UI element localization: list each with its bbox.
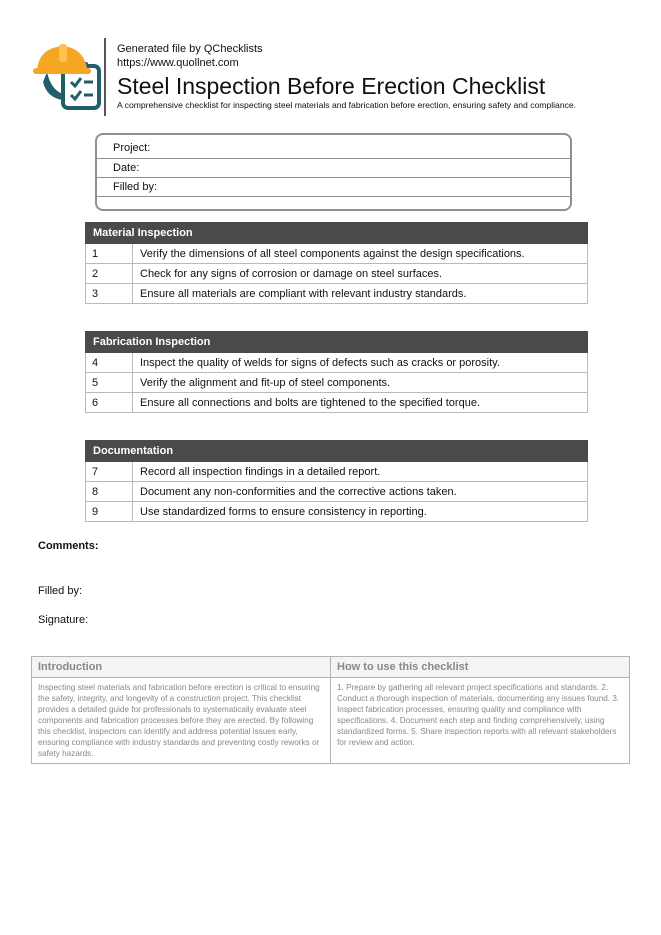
- checklist-row[interactable]: [86, 502, 588, 522]
- document-header: [117, 42, 641, 111]
- info-empty-row: [97, 197, 570, 211]
- project-info-box: [95, 133, 572, 211]
- signature-label[interactable]: Signature:: [38, 614, 89, 626]
- how-to-use-text: 1. Prepare by gathering all relevant project specifications and standards. 2. Conduct a thorough inspection of materials, documenting any issues found. 3. Inspect fabrication processes, ensuring quality and compliance with specifications. 4. Document each step and finding comprehensively, using standardized forms. 5. Share inspection reports with all relevant stakeholders for review and action.: [331, 678, 630, 764]
- item-number: 1: [86, 244, 133, 264]
- item-number: 6: [86, 393, 133, 413]
- checklist-row[interactable]: [86, 244, 588, 264]
- checklist-row[interactable]: [86, 482, 588, 502]
- comments-label[interactable]: Comments:: [38, 540, 99, 552]
- generated-by-text: Generated file by QChecklists: [117, 43, 263, 55]
- item-text: Verify the dimensions of all steel components against the design specifications.: [133, 244, 588, 264]
- date-field[interactable]: Date:: [97, 159, 570, 178]
- item-number: 3: [86, 284, 133, 304]
- project-field[interactable]: Project:: [97, 135, 570, 159]
- checklist-row[interactable]: [86, 353, 588, 373]
- checklist-row[interactable]: [86, 462, 588, 482]
- item-text: Ensure all connections and bolts are tightened to the specified torque.: [133, 393, 588, 413]
- item-text: Inspect the quality of welds for signs of defects such as cracks or porosity.: [133, 353, 588, 373]
- item-number: 4: [86, 353, 133, 373]
- item-text: Verify the alignment and fit-up of steel components.: [133, 373, 588, 393]
- source-url[interactable]: https://www.quollnet.com: [117, 57, 239, 69]
- section-title: Fabrication Inspection: [86, 332, 588, 353]
- item-text: Ensure all materials are compliant with relevant industry standards.: [133, 284, 588, 304]
- checklist-row[interactable]: [86, 264, 588, 284]
- item-number: 7: [86, 462, 133, 482]
- section-fabrication-inspection: [85, 331, 588, 413]
- section-material-inspection: [85, 222, 588, 304]
- hard-hat-clipboard-logo: [33, 42, 103, 112]
- item-number: 2: [86, 264, 133, 284]
- section-title: Material Inspection: [86, 223, 588, 244]
- introduction-text: Inspecting steel materials and fabrication before erection is critical to ensuring the safety, integrity, and longevity of a construction project. This checklist provides a detailed guide for professionals to systematically evaluate steel components and fabrication processes before they are erected. By following this checklist, inspectors can identify and address potential issues early, ensuring compliance with industry standards and preventing costly reworks or safety hazards.: [32, 678, 331, 764]
- document-subtitle: A comprehensive checklist for inspecting steel materials and fabrication before erection, ensuring safety and compliance.: [117, 100, 577, 110]
- item-text: Record all inspection findings in a detailed report.: [133, 462, 588, 482]
- checklist-row[interactable]: [86, 393, 588, 413]
- checklist-row[interactable]: [86, 284, 588, 304]
- section-title: Documentation: [86, 441, 588, 462]
- document-title: Steel Inspection Before Erection Checklist: [117, 73, 546, 99]
- item-number: 8: [86, 482, 133, 502]
- how-to-use-heading: How to use this checklist: [331, 657, 630, 678]
- checklist-row[interactable]: [86, 373, 588, 393]
- item-number: 5: [86, 373, 133, 393]
- item-text: Document any non-conformities and the corrective actions taken.: [133, 482, 588, 502]
- introduction-heading: Introduction: [32, 657, 331, 678]
- filled-by-field[interactable]: Filled by:: [97, 178, 570, 197]
- section-documentation: [85, 440, 588, 522]
- header-divider: [104, 38, 106, 116]
- filled-by-label[interactable]: Filled by:: [38, 585, 83, 597]
- item-text: Use standardized forms to ensure consistency in reporting.: [133, 502, 588, 522]
- item-number: 9: [86, 502, 133, 522]
- intro-table: [31, 656, 630, 764]
- item-text: Check for any signs of corrosion or damage on steel surfaces.: [133, 264, 588, 284]
